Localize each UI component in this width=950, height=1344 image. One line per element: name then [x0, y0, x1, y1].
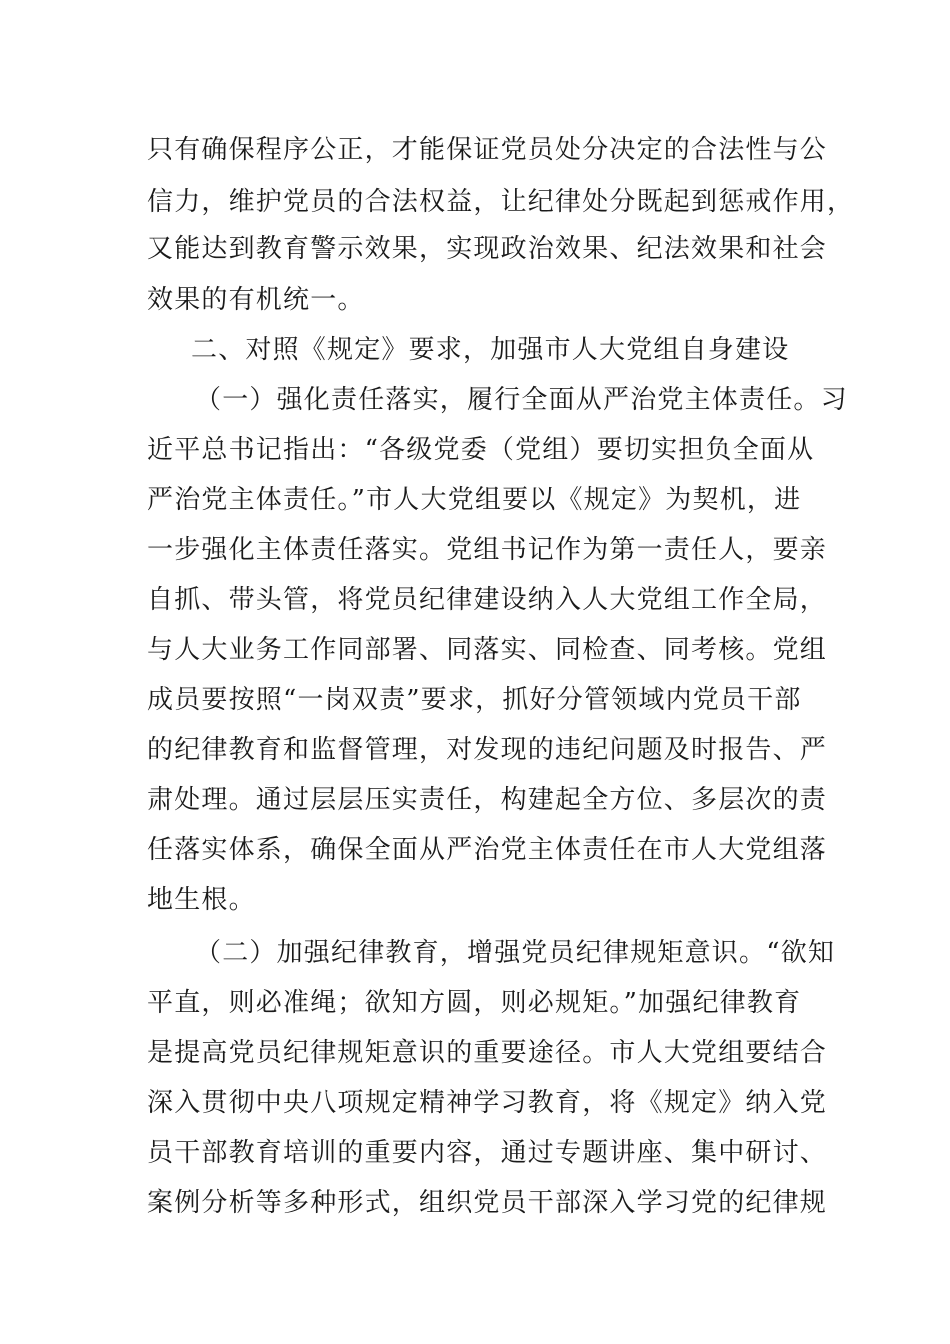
paragraph-line: 员干部教育培训的重要内容，通过专题讲座、集中研讨、 [147, 1138, 828, 1168]
paragraph-line: 效果的有机统一。 [147, 285, 365, 315]
paragraph-line: 只有确保程序公正，才能保证党员处分决定的合法性与公 [147, 135, 828, 165]
paragraph-line: 严治党主体责任。”市人大党组要以《规定》为契机，进 [147, 485, 802, 515]
paragraph-line: 近平总书记指出：“各级党委（党组）要切实担负全面从 [147, 435, 815, 465]
paragraph-line: 的纪律教育和监督管理，对发现的违纪问题及时报告、严 [147, 735, 828, 765]
paragraph-line: 成员要按照“一岗双责”要求，抓好分管领域内党员干部 [147, 685, 802, 715]
paragraph-line: 肃处理。通过层层压实责任，构建起全方位、多层次的责 [147, 785, 828, 815]
paragraph-line: 与人大业务工作同部署、同落实、同检查、同考核。党组 [147, 635, 828, 665]
paragraph-line: 深入贯彻中央八项规定精神学习教育，将《规定》纳入党 [147, 1088, 828, 1118]
subsection-heading-line: （一）强化责任落实，履行全面从严治党主体责任。习 [195, 385, 848, 415]
paragraph-line: 平直，则必准绳；欲知方圆，则必规矩。”加强纪律教育 [147, 988, 802, 1018]
subsection-heading-line: （二）加强纪律教育，增强党员纪律规矩意识。“欲知 [195, 938, 836, 968]
paragraph-line: 又能达到教育警示效果，实现政治效果、纪法效果和社会 [147, 234, 828, 264]
section-heading: 二、对照《规定》要求，加强市人大党组自身建设 [191, 335, 790, 365]
paragraph-line: 一步强化主体责任落实。党组书记作为第一责任人，要亲 [147, 535, 828, 565]
paragraph-line: 信力，维护党员的合法权益，让纪律处分既起到惩戒作用， [147, 187, 855, 217]
paragraph-line: 是提高党员纪律规矩意识的重要途径。市人大党组要结合 [147, 1038, 828, 1068]
paragraph-line: 自抓、带头管，将党员纪律建设纳入人大党组工作全局， [147, 585, 828, 615]
paragraph-line: 地生根。 [147, 885, 256, 915]
paragraph-line: 案例分析等多种形式，组织党员干部深入学习党的纪律规 [147, 1188, 828, 1218]
paragraph-line: 任落实体系，确保全面从严治党主体责任在市人大党组落 [147, 835, 828, 865]
